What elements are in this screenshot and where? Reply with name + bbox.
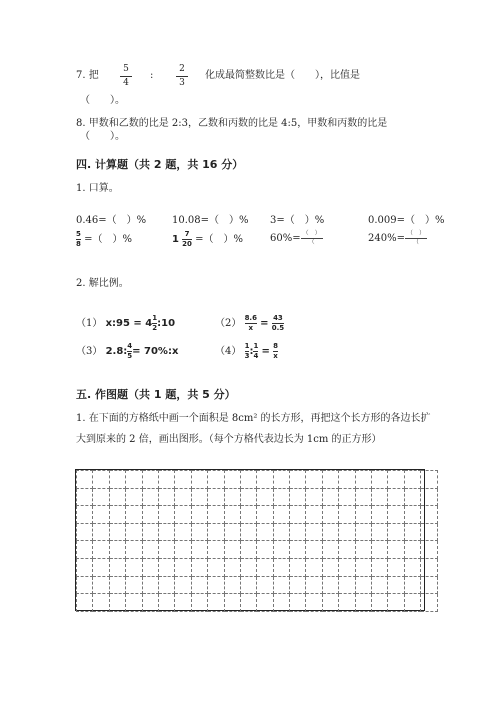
oral-item-6-fraction — [182, 231, 192, 248]
q8-answer-blank: （ ）。 — [80, 131, 125, 142]
grid-cell[interactable] — [290, 558, 306, 576]
grid-cell[interactable] — [421, 471, 437, 489]
frac-num: 8.6 — [244, 314, 257, 322]
grid-cell[interactable] — [109, 471, 125, 489]
grid-cell[interactable] — [257, 488, 273, 506]
grid-cell[interactable] — [388, 506, 404, 524]
section4-q2-label: 2. 解比例。 — [76, 278, 129, 289]
grid-row — [77, 576, 438, 594]
grid-cell[interactable] — [355, 523, 371, 541]
frac-den: 5 — [127, 352, 133, 360]
oral-item-8-left: 240%= — [368, 233, 405, 244]
grid-cell[interactable] — [191, 541, 207, 559]
grid-cell[interactable] — [224, 471, 240, 489]
section5-q1-line2: 大到原来的 2 倍，画出图形。（每个方格代表边长为 1cm 的正方形） — [76, 434, 382, 445]
frac-num: 1 — [152, 314, 158, 322]
proportion-4-label: （4） — [215, 346, 242, 357]
grid-cell[interactable] — [175, 576, 191, 594]
grid-cell[interactable] — [77, 594, 93, 612]
oral-item-8 — [368, 231, 427, 246]
grid-cell[interactable] — [158, 541, 174, 559]
grid-cell[interactable] — [339, 471, 355, 489]
grid-cell[interactable] — [208, 506, 224, 524]
proportion-4-fraction-c — [273, 343, 278, 360]
grid-cell[interactable] — [290, 506, 306, 524]
grid-cell[interactable] — [355, 541, 371, 559]
grid-cell[interactable] — [273, 471, 289, 489]
grid-cell[interactable] — [158, 471, 174, 489]
grid-cell[interactable] — [191, 506, 207, 524]
grid-cell[interactable] — [404, 594, 420, 612]
grid-cell[interactable] — [404, 506, 420, 524]
grid-row — [77, 471, 438, 489]
grid-cell[interactable] — [240, 558, 256, 576]
frac-num: 1 — [244, 342, 250, 350]
frac-den: 20 — [182, 240, 192, 248]
grid-cell[interactable] — [257, 558, 273, 576]
frac-num: 1 — [253, 342, 259, 350]
grid-cell[interactable] — [126, 576, 142, 594]
grid-cell[interactable] — [77, 558, 93, 576]
proportion-2-fraction-left — [245, 315, 257, 332]
oral-item-4: 0.009=（ ）% — [368, 215, 445, 226]
grid-cell[interactable] — [322, 488, 338, 506]
proportion-4 — [215, 343, 278, 360]
grid-cell[interactable] — [240, 506, 256, 524]
grid-cell[interactable] — [388, 523, 404, 541]
grid-cell[interactable] — [175, 594, 191, 612]
frac-den: x — [273, 352, 278, 360]
grid-row — [77, 541, 438, 559]
grid-cell[interactable] — [273, 594, 289, 612]
grid-cell[interactable] — [290, 523, 306, 541]
oral-item-3: 3=（ ）% — [270, 215, 325, 226]
grid-cell[interactable] — [257, 594, 273, 612]
grid-cell[interactable] — [306, 488, 322, 506]
grid-cell[interactable] — [372, 594, 388, 612]
grid-cell[interactable] — [404, 488, 420, 506]
grid-cell[interactable] — [224, 594, 240, 612]
grid-cell[interactable] — [240, 488, 256, 506]
grid-cell[interactable] — [339, 523, 355, 541]
proportion-3-left: 2.8: — [105, 346, 128, 357]
grid-cell[interactable] — [208, 541, 224, 559]
proportion-1-label: （1） — [76, 318, 103, 329]
grid-cell[interactable] — [404, 541, 420, 559]
grid-cell[interactable] — [322, 558, 338, 576]
grid-row — [77, 594, 438, 612]
grid-cell[interactable] — [175, 471, 191, 489]
oral-item-5 — [76, 231, 132, 248]
grid-row — [77, 488, 438, 506]
grid-cell[interactable] — [339, 506, 355, 524]
proportion-2-label: （2） — [215, 318, 242, 329]
grid-cell[interactable] — [257, 523, 273, 541]
grid-cell[interactable] — [339, 594, 355, 612]
oral-item-7 — [270, 231, 323, 246]
grid-row — [77, 523, 438, 541]
grid-cell[interactable] — [126, 541, 142, 559]
oral-item-6 — [172, 231, 243, 248]
grid-cell[interactable] — [273, 523, 289, 541]
q7-frac1-den: 4 — [123, 78, 129, 88]
grid-cell[interactable] — [388, 576, 404, 594]
grid-cell[interactable] — [191, 471, 207, 489]
grid-cell[interactable] — [77, 523, 93, 541]
colon-sign: : — [249, 346, 254, 357]
grid-cell[interactable] — [240, 471, 256, 489]
grid-cell[interactable] — [257, 541, 273, 559]
grid-cell[interactable] — [77, 471, 93, 489]
frac-den: x — [248, 324, 254, 332]
oral-item-7-left: 60%= — [270, 233, 301, 244]
grid-cell[interactable] — [126, 471, 142, 489]
grid-cell[interactable] — [158, 558, 174, 576]
grid-cell[interactable] — [93, 523, 109, 541]
grid-cell[interactable] — [273, 558, 289, 576]
grid-cell[interactable] — [175, 523, 191, 541]
proportion-1-right: :10 — [157, 318, 176, 329]
grid-cell[interactable] — [339, 576, 355, 594]
grid-cell[interactable] — [109, 523, 125, 541]
proportion-2 — [215, 315, 284, 332]
frac-den: 4 — [253, 352, 259, 360]
grid-cell[interactable] — [77, 488, 93, 506]
grid-cell[interactable] — [126, 558, 142, 576]
proportion-3-right: = 70%:x — [132, 346, 179, 357]
grid-cell[interactable] — [322, 594, 338, 612]
grid-cell[interactable] — [142, 576, 158, 594]
grid-cell[interactable] — [175, 488, 191, 506]
grid-cell[interactable] — [224, 506, 240, 524]
grid-cell[interactable] — [273, 541, 289, 559]
grid-cell[interactable] — [93, 471, 109, 489]
grid-cell[interactable] — [355, 558, 371, 576]
grid-cell[interactable] — [126, 523, 142, 541]
grid-cell[interactable] — [142, 506, 158, 524]
grid-cell[interactable] — [240, 594, 256, 612]
frac-den: 2 — [152, 324, 158, 332]
grid-cell[interactable] — [93, 558, 109, 576]
oral-item-5-fraction — [76, 231, 81, 248]
grid-cell[interactable] — [109, 506, 125, 524]
grid-cell[interactable] — [208, 576, 224, 594]
proportion-2-fraction-right — [272, 315, 284, 332]
oral-item-1: 0.46=（ ）% — [76, 215, 147, 226]
grid-paper[interactable] — [76, 470, 438, 612]
section4-title: 四. 计算题（共 2 题，共 16 分） — [76, 158, 244, 171]
grid-cell[interactable] — [224, 523, 240, 541]
grid-cell[interactable] — [224, 558, 240, 576]
grid-cell[interactable] — [142, 488, 158, 506]
q7-prefix: 7. 把 — [76, 70, 99, 81]
frac-den: 8 — [76, 240, 81, 248]
grid-cell[interactable] — [208, 488, 224, 506]
grid-cell[interactable] — [322, 523, 338, 541]
grid-cell[interactable] — [372, 576, 388, 594]
frac-num: 5 — [76, 230, 81, 238]
oral-item-2: 10.08=（ ）% — [172, 215, 249, 226]
grid-cell[interactable] — [240, 523, 256, 541]
grid-cell[interactable] — [355, 506, 371, 524]
grid-cell[interactable] — [77, 541, 93, 559]
section4-q1-label: 1. 口算。 — [76, 183, 119, 194]
grid-cell[interactable] — [224, 541, 240, 559]
grid-cell[interactable] — [224, 576, 240, 594]
grid-cell[interactable] — [175, 506, 191, 524]
grid-cell[interactable] — [77, 576, 93, 594]
oral-item-8-fraction — [405, 231, 427, 246]
grid-cell[interactable] — [126, 488, 142, 506]
proportion-1 — [76, 315, 175, 332]
grid-cell[interactable] — [290, 471, 306, 489]
grid-cell[interactable] — [404, 558, 420, 576]
grid-cell[interactable] — [208, 523, 224, 541]
grid-cell[interactable] — [158, 506, 174, 524]
proportion-1-left: x:95 = 4 — [105, 318, 153, 329]
grid-cell[interactable] — [109, 488, 125, 506]
q7-frac2-den: 3 — [179, 78, 185, 88]
grid-cell[interactable] — [388, 471, 404, 489]
proportion-4-fraction-b — [253, 343, 258, 360]
grid-cell[interactable] — [372, 523, 388, 541]
oral-item-5-rest: =（ ）% — [84, 234, 132, 245]
grid-cell[interactable] — [191, 594, 207, 612]
grid-cell[interactable] — [191, 576, 207, 594]
grid-cell[interactable] — [388, 594, 404, 612]
mixed-whole: 1 — [172, 234, 179, 245]
grid-cell[interactable] — [404, 471, 420, 489]
frac-num: （ ） — [302, 230, 321, 237]
grid-cell[interactable] — [109, 558, 125, 576]
q7-fraction-2 — [175, 64, 189, 89]
grid-row — [77, 506, 438, 524]
grid-cell[interactable] — [372, 558, 388, 576]
grid-cell[interactable] — [306, 541, 322, 559]
grid-cell[interactable] — [273, 576, 289, 594]
grid-cell[interactable] — [372, 541, 388, 559]
section5-q1-line1: 1. 在下面的方格纸中画一个面积是 8cm² 的长方形，再把这个长方形的各边长扩 — [76, 413, 431, 424]
grid-cell[interactable] — [109, 576, 125, 594]
grid-cell[interactable] — [339, 558, 355, 576]
grid-cell[interactable] — [191, 558, 207, 576]
grid-cell[interactable] — [175, 558, 191, 576]
frac-num: （ ） — [406, 230, 425, 237]
grid-cell[interactable] — [142, 594, 158, 612]
grid-cell[interactable] — [421, 523, 437, 541]
grid-cell[interactable] — [322, 541, 338, 559]
frac-num: 4 — [127, 342, 133, 350]
grid-cell[interactable] — [208, 471, 224, 489]
equals-sign: = — [261, 346, 270, 357]
grid-cell[interactable] — [142, 541, 158, 559]
frac-den: 0.5 — [271, 324, 285, 332]
grid-cell[interactable] — [290, 576, 306, 594]
grid-cell[interactable] — [421, 506, 437, 524]
frac-num: 8 — [273, 342, 278, 350]
grid-cell[interactable] — [191, 488, 207, 506]
grid-row — [77, 558, 438, 576]
grid-cell[interactable] — [240, 541, 256, 559]
grid-cell[interactable] — [158, 594, 174, 612]
grid-cell[interactable] — [240, 576, 256, 594]
grid-cell[interactable] — [290, 541, 306, 559]
grid-cell[interactable] — [77, 506, 93, 524]
grid-cell[interactable] — [191, 523, 207, 541]
grid-cell[interactable] — [306, 576, 322, 594]
grid-cell[interactable] — [306, 594, 322, 612]
proportion-3 — [76, 343, 178, 360]
grid-cell[interactable] — [339, 541, 355, 559]
grid-cell[interactable] — [388, 541, 404, 559]
frac-den: 3 — [244, 352, 250, 360]
grid-cell[interactable] — [322, 471, 338, 489]
grid-cell[interactable] — [339, 488, 355, 506]
grid-cell[interactable] — [421, 576, 437, 594]
q7-fraction-1 — [119, 64, 133, 89]
grid-cell[interactable] — [93, 506, 109, 524]
grid-cell[interactable] — [388, 558, 404, 576]
grid-cell[interactable] — [388, 488, 404, 506]
q7-answer-blank: （ ）。 — [80, 95, 125, 106]
grid-cell[interactable] — [404, 576, 420, 594]
grid-cell[interactable] — [355, 576, 371, 594]
grid-cell[interactable] — [142, 523, 158, 541]
grid-cell[interactable] — [257, 471, 273, 489]
grid-cell[interactable] — [322, 506, 338, 524]
q7-text: 化成最简整数比是（ ），比值是 — [205, 70, 360, 81]
grid-cell[interactable] — [142, 471, 158, 489]
grid-cell[interactable] — [306, 471, 322, 489]
grid-cell[interactable] — [93, 541, 109, 559]
grid-cell[interactable] — [290, 594, 306, 612]
grid-cell[interactable] — [126, 594, 142, 612]
grid-cell[interactable] — [257, 506, 273, 524]
grid-cell[interactable] — [421, 558, 437, 576]
frac-num: 7 — [184, 230, 190, 238]
grid-cell[interactable] — [355, 594, 371, 612]
grid-cell[interactable] — [372, 471, 388, 489]
grid-cell[interactable] — [421, 488, 437, 506]
grid-cell[interactable] — [93, 594, 109, 612]
grid-cell[interactable] — [93, 576, 109, 594]
grid-cell[interactable] — [126, 506, 142, 524]
grid-cell[interactable] — [273, 506, 289, 524]
grid-cell[interactable] — [158, 576, 174, 594]
proportion-3-label: （3） — [76, 346, 103, 357]
oral-item-6-rest: =（ ）% — [195, 234, 243, 245]
grid-cell[interactable] — [421, 541, 437, 559]
equals-sign: = — [260, 318, 269, 329]
oral-item-7-fraction — [301, 231, 323, 246]
frac-den: （ — [412, 239, 419, 246]
grid-cell[interactable] — [306, 506, 322, 524]
grid-cell[interactable] — [109, 594, 125, 612]
grid-cell[interactable] — [257, 576, 273, 594]
frac-den: （ — [308, 239, 315, 246]
section5-title: 五. 作图题（共 1 题，共 5 分） — [76, 388, 236, 401]
grid-cell[interactable] — [208, 558, 224, 576]
grid-cell[interactable] — [372, 488, 388, 506]
grid-cell[interactable] — [175, 541, 191, 559]
q8-line1: 8. 甲数和乙数的比是 2:3，乙数和丙数的比是 4:5，甲数和丙数的比是 — [76, 118, 388, 129]
grid-cell[interactable] — [158, 523, 174, 541]
grid-cell[interactable] — [208, 594, 224, 612]
grid-cell[interactable] — [372, 506, 388, 524]
grid-cell[interactable] — [421, 594, 437, 612]
grid-cell[interactable] — [158, 488, 174, 506]
q7-frac1-num: 5 — [123, 64, 129, 74]
grid-cell[interactable] — [290, 488, 306, 506]
grid-cell[interactable] — [355, 488, 371, 506]
q7-colon: : — [150, 70, 154, 81]
grid-cell[interactable] — [404, 523, 420, 541]
q7-frac2-num: 2 — [179, 64, 185, 74]
frac-num: 43 — [273, 314, 283, 322]
grid-cell[interactable] — [109, 541, 125, 559]
grid-cell[interactable] — [306, 523, 322, 541]
grid-cell[interactable] — [93, 488, 109, 506]
grid-cell[interactable] — [273, 488, 289, 506]
grid-cell[interactable] — [142, 558, 158, 576]
grid-cell[interactable] — [306, 558, 322, 576]
grid-cell[interactable] — [322, 576, 338, 594]
grid-cell[interactable] — [224, 488, 240, 506]
grid-cell[interactable] — [355, 471, 371, 489]
